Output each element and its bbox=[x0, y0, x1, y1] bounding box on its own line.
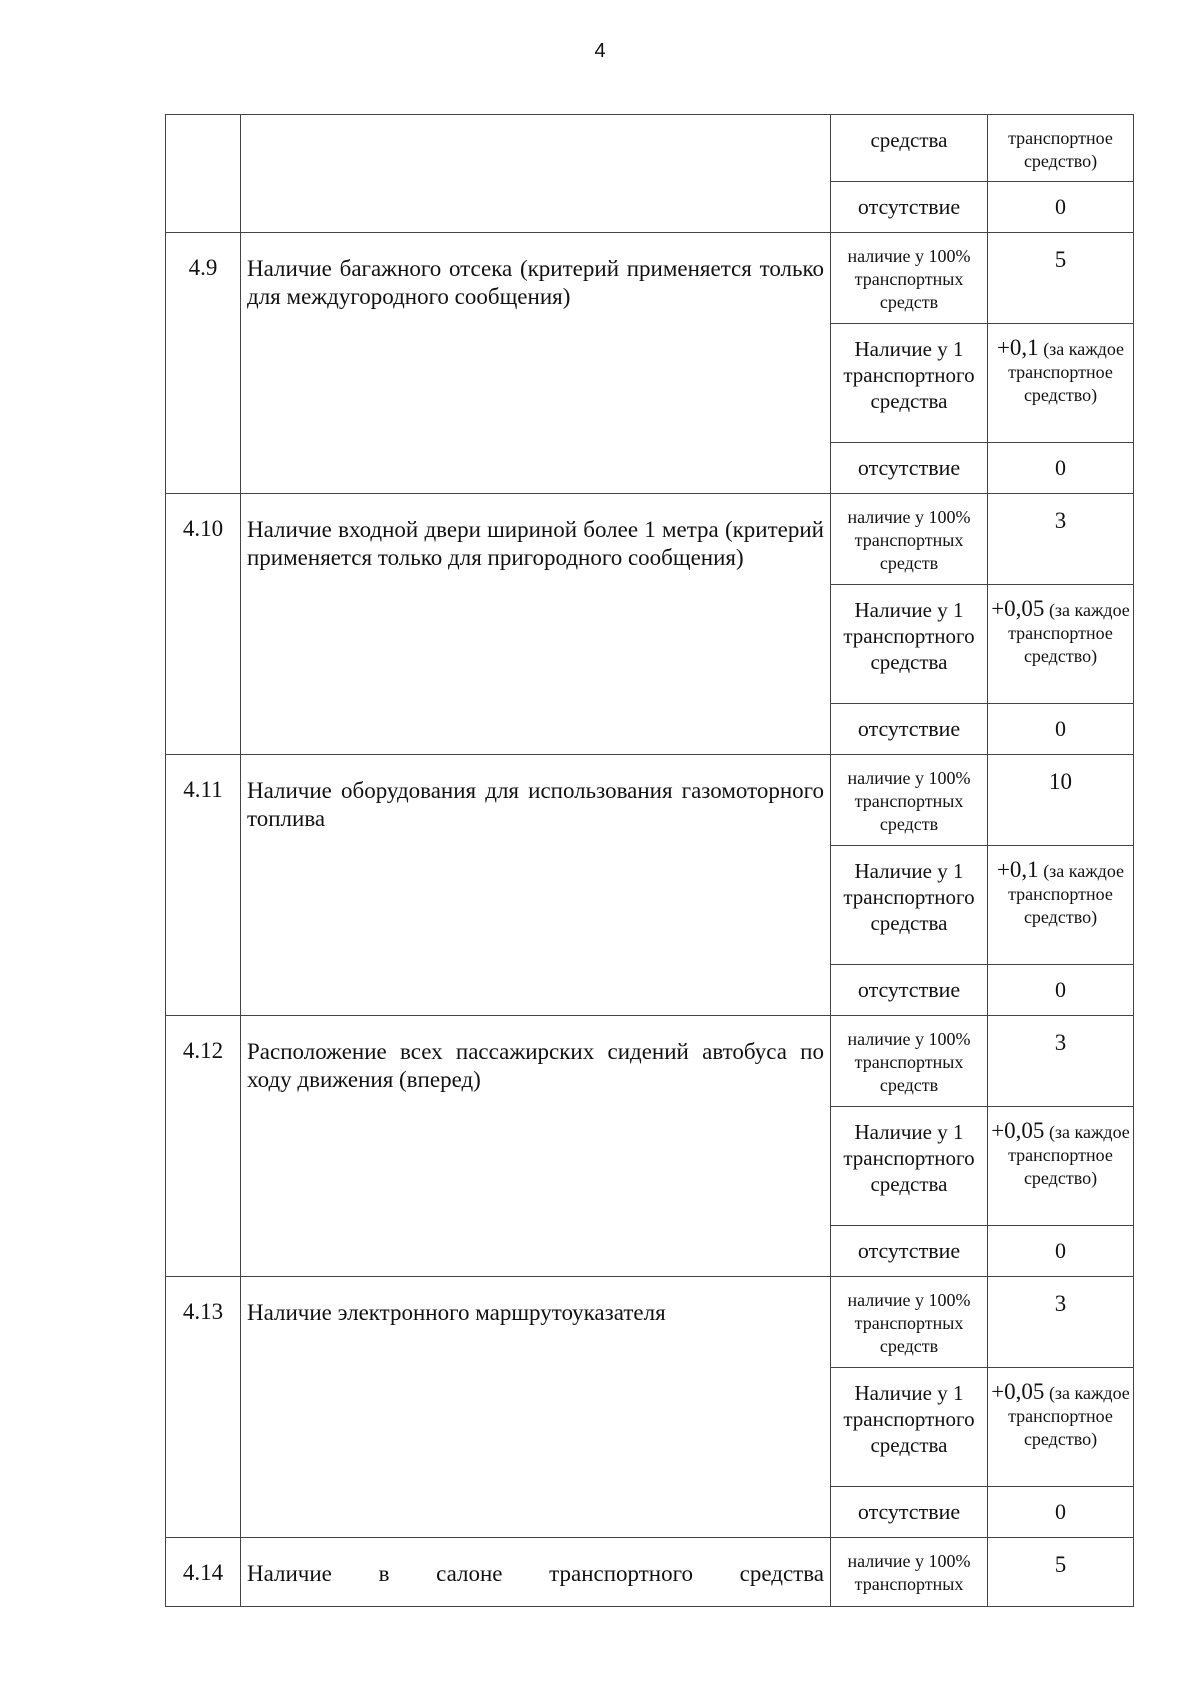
condition-all-cell: наличие у 100% транспортных средств bbox=[831, 233, 988, 323]
score-one-note: (за каждое транспортное средство) bbox=[1008, 600, 1130, 666]
score-absent-cell: 0 bbox=[1055, 716, 1066, 741]
criterion-description-cell bbox=[241, 115, 831, 232]
condition-all-cell: наличие у 100% транспортных средств bbox=[831, 1016, 988, 1106]
score-one-value: +0,05 bbox=[991, 1379, 1045, 1404]
criterion-description-cell: Наличие входной двери шириной более 1 метра (критерий применяется только для пригородного сообщения) bbox=[241, 494, 831, 754]
table-row-continuation bbox=[165, 114, 1134, 233]
table-row-4-13 bbox=[165, 1277, 1134, 1538]
score-absent-cell: 0 bbox=[1055, 1238, 1066, 1263]
condition-absent-cell: отсутствие bbox=[831, 1226, 988, 1276]
score-all-cell: 5 bbox=[1054, 247, 1067, 272]
score-one-cell bbox=[988, 1368, 1133, 1486]
criterion-number-cell: 4.10 bbox=[166, 494, 241, 754]
criterion-description-cell: Наличие багажного отсека (критерий применяется только для междугородного сообщения) bbox=[241, 233, 831, 493]
table-row-4-14 bbox=[165, 1538, 1134, 1607]
criterion-description-cell: Наличие в салоне транспортного средства bbox=[241, 1538, 831, 1606]
condition-one-cell: Наличие у 1 транспортного средства bbox=[831, 1107, 988, 1225]
condition-absent-cell: отсутствие bbox=[831, 182, 988, 232]
criteria-table bbox=[165, 114, 1134, 1607]
criterion-number-cell: 4.14 bbox=[166, 1538, 241, 1606]
score-one-note: (за каждое транспортное средство) bbox=[1008, 1122, 1130, 1188]
score-cell: транспортное средство) bbox=[1008, 128, 1113, 171]
score-all-cell: 3 bbox=[1054, 508, 1067, 533]
criterion-description-cell: Расположение всех пассажирских сидений автобуса по ходу движения (вперед) bbox=[241, 1016, 831, 1276]
score-one-cell bbox=[988, 585, 1133, 703]
condition-one-cell: Наличие у 1 транспортного средства bbox=[831, 585, 988, 703]
score-cell: 5 bbox=[1054, 1552, 1067, 1577]
criterion-description-cell: Наличие оборудования для использования газомоторного топлива bbox=[241, 755, 831, 1015]
criterion-number-cell: 4.13 bbox=[166, 1277, 241, 1537]
condition-one-cell: Наличие у 1 транспортного средства bbox=[831, 846, 988, 964]
criterion-number-cell: 4.9 bbox=[166, 233, 241, 493]
table-row-4-11 bbox=[165, 755, 1134, 1016]
score-absent-cell: 0 bbox=[1055, 455, 1066, 480]
score-one-value: +0,05 bbox=[991, 1118, 1045, 1143]
condition-all-cell: наличие у 100% транспортных средств bbox=[831, 755, 988, 845]
condition-cell: наличие у 100% транспортных bbox=[831, 1538, 988, 1606]
score-absent-cell: 0 bbox=[1055, 1499, 1066, 1524]
score-one-note: (за каждое транспортное средство) bbox=[1008, 339, 1125, 405]
criterion-number-cell: 4.11 bbox=[166, 755, 241, 1015]
condition-one-cell: Наличие у 1 транспортного средства bbox=[831, 324, 988, 442]
criterion-description-cell: Наличие электронного маршрутоуказателя bbox=[241, 1277, 831, 1537]
score-absent-cell: 0 bbox=[1055, 977, 1066, 1002]
score-all-cell: 3 bbox=[1054, 1030, 1067, 1055]
condition-all-cell: наличие у 100% транспортных средств bbox=[831, 494, 988, 584]
condition-absent-cell: отсутствие bbox=[831, 1487, 988, 1537]
score-one-note: (за каждое транспортное средство) bbox=[1008, 861, 1125, 927]
table-row-4-9 bbox=[165, 233, 1134, 494]
score-one-value: +0,1 bbox=[996, 335, 1039, 360]
table-row-4-12 bbox=[165, 1016, 1134, 1277]
condition-one-cell: Наличие у 1 транспортного средства bbox=[831, 1368, 988, 1486]
score-absent-cell: 0 bbox=[1055, 194, 1066, 219]
score-one-cell bbox=[988, 1107, 1133, 1225]
condition-absent-cell: отсутствие bbox=[831, 704, 988, 754]
condition-absent-cell: отсутствие bbox=[831, 965, 988, 1015]
page-number: 4 bbox=[594, 40, 606, 62]
criterion-number-cell bbox=[166, 115, 241, 232]
table-row-4-10 bbox=[165, 494, 1134, 755]
score-all-cell: 10 bbox=[1049, 769, 1072, 794]
score-all-cell: 3 bbox=[1054, 1291, 1067, 1316]
score-one-cell bbox=[988, 846, 1133, 964]
criterion-number-cell: 4.12 bbox=[166, 1016, 241, 1276]
score-one-cell bbox=[988, 324, 1133, 442]
condition-all-cell: наличие у 100% транспортных средств bbox=[831, 1277, 988, 1367]
score-one-value: +0,1 bbox=[996, 857, 1039, 882]
condition-cell: средства bbox=[831, 115, 988, 181]
score-one-note: (за каждое транспортное средство) bbox=[1008, 1383, 1130, 1449]
score-one-value: +0,05 bbox=[991, 596, 1045, 621]
condition-absent-cell: отсутствие bbox=[831, 443, 988, 493]
